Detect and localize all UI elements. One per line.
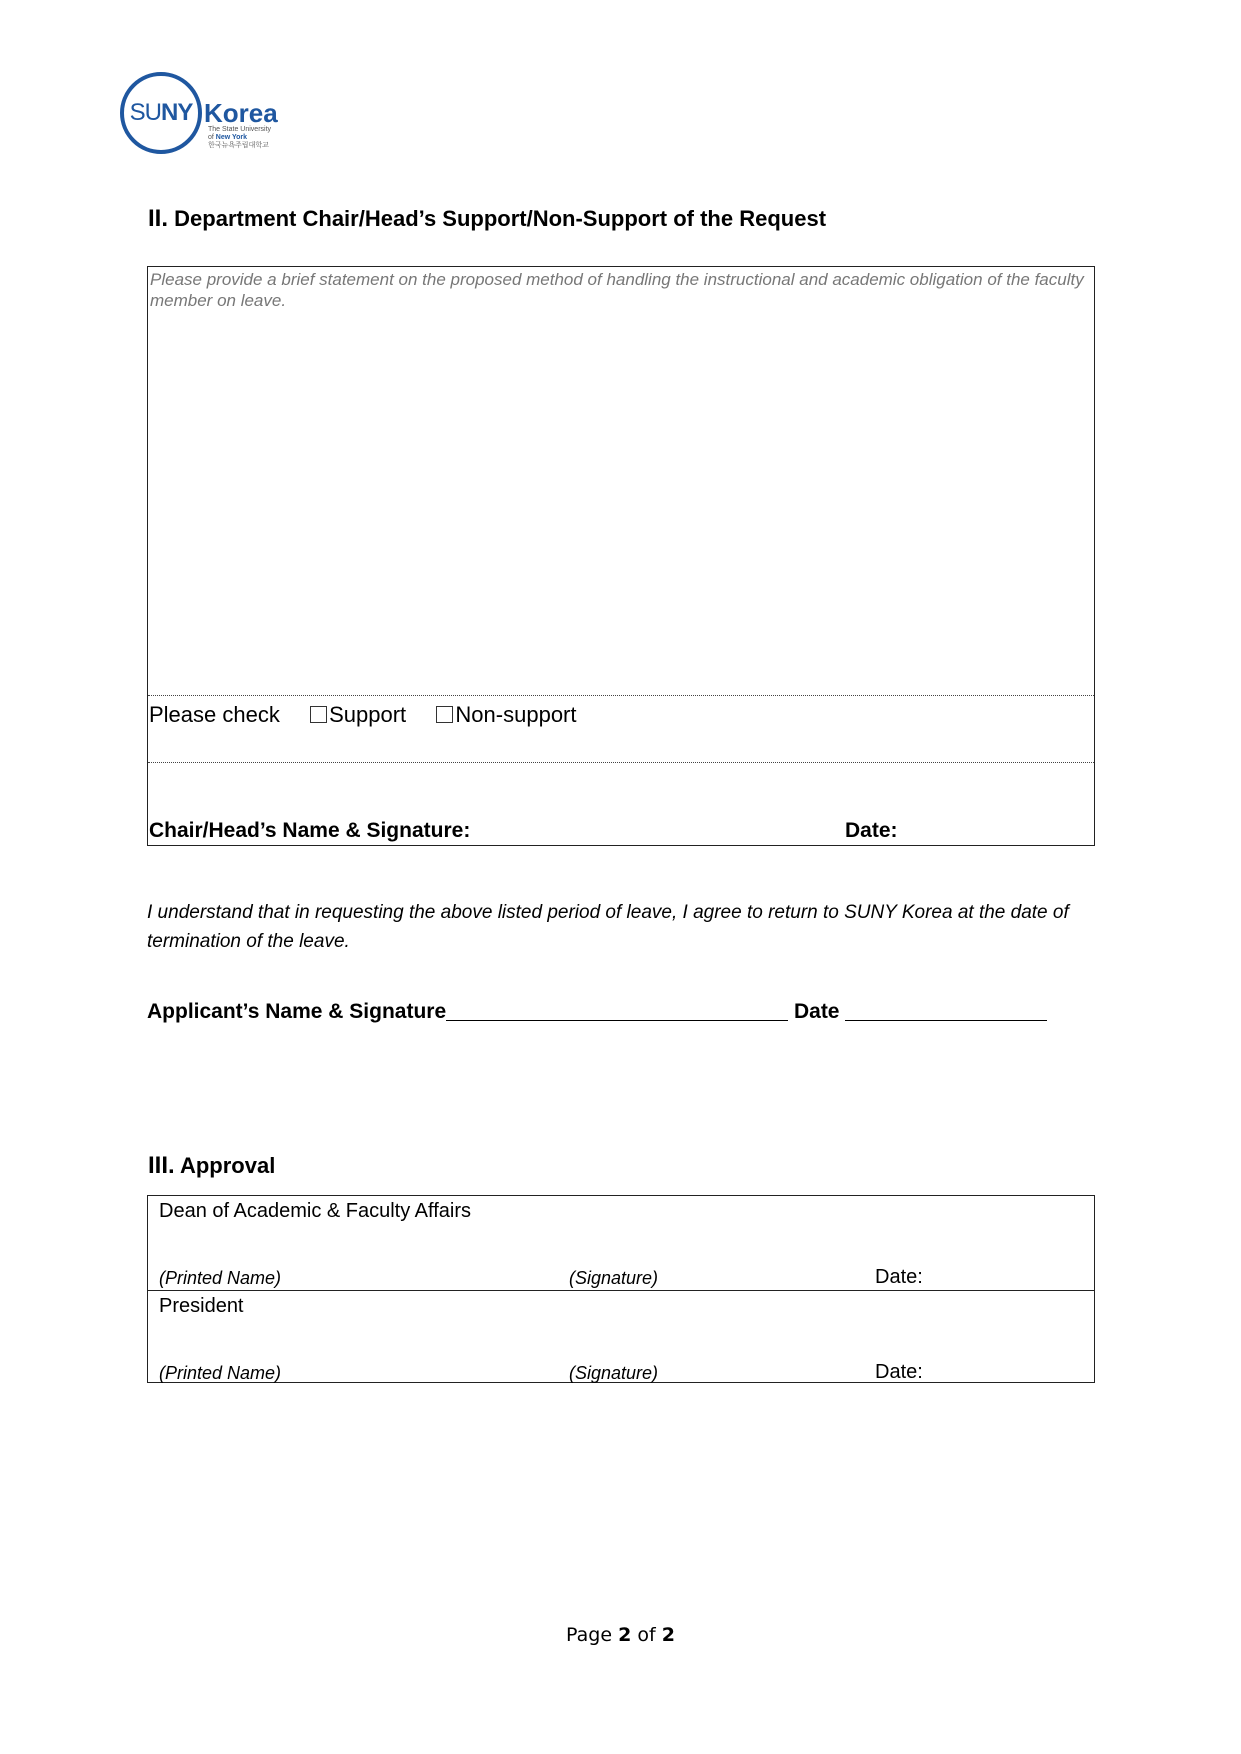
page-word: Page	[566, 1624, 619, 1646]
support-label: Support	[329, 702, 407, 727]
chair-statement-box	[147, 266, 1095, 846]
support-check-row	[149, 702, 577, 728]
checkbox-icon	[310, 706, 327, 723]
please-check-label: Please check	[149, 702, 280, 727]
section3-numeral: III.	[148, 1152, 175, 1179]
divider	[148, 695, 1094, 696]
approval-role: President	[159, 1295, 244, 1317]
leave-agreement-statement: I understand that in requesting the above listed period of leave, I agree to return to SUNY Korea at the date of termination of the leave.	[147, 902, 1069, 952]
date-field[interactable]: Date:	[875, 1361, 923, 1383]
total-pages: 2	[661, 1624, 675, 1646]
approval-row-president	[148, 1290, 1094, 1385]
divider	[148, 762, 1094, 763]
printed-name-field[interactable]: (Printed Name)	[159, 1363, 282, 1383]
logo-subtitle-korean: 한국뉴욕주립대학교	[208, 142, 269, 149]
date-field[interactable]: Date:	[875, 1266, 923, 1288]
non-support-label: Non-support	[455, 702, 577, 727]
section3-title: Approval	[179, 1153, 276, 1178]
logo-subtitle-line1: The State University	[208, 126, 272, 133]
chair-statement-field[interactable]	[150, 269, 1092, 311]
applicant-signature-line[interactable]	[446, 1000, 788, 1021]
logo-subtitle-line2	[208, 134, 298, 142]
logo-korea-text: Korea	[204, 98, 278, 128]
section3-heading	[148, 1152, 275, 1180]
signature-field[interactable]: (Signature)	[569, 1268, 659, 1288]
logo-suny-bold: NY	[161, 99, 193, 126]
signature-field[interactable]: (Signature)	[569, 1363, 659, 1383]
current-page: 2	[618, 1624, 632, 1646]
applicant-signature-row	[147, 1000, 1047, 1024]
support-checkbox[interactable]	[310, 702, 406, 727]
chair-statement-instructions: Please provide a brief statement on the proposed method of handling the instructional and academic obligation of the faculty member on leave.	[150, 270, 1084, 310]
chair-signature-label: Chair/Head’s Name & Signature:	[149, 819, 471, 842]
printed-name-field[interactable]: (Printed Name)	[159, 1268, 282, 1288]
chair-date-label: Date:	[845, 819, 898, 842]
logo-subtitle	[208, 126, 298, 150]
page-footer	[0, 1624, 1241, 1646]
section2-heading	[148, 205, 826, 233]
suny-korea-logo	[120, 72, 290, 162]
approval-row-dean	[148, 1196, 1094, 1290]
logo-subtitle-of: of	[208, 134, 216, 141]
applicant-date-label: Date	[793, 1000, 840, 1023]
approval-role: Dean of Academic & Faculty Affairs	[159, 1200, 472, 1222]
applicant-signature-label: Applicant’s Name & Signature	[147, 1000, 447, 1023]
logo-subtitle-ny: New York	[215, 134, 248, 141]
non-support-checkbox[interactable]	[436, 702, 576, 727]
applicant-date-line[interactable]	[845, 1000, 1047, 1021]
logo-suny-prefix: SU	[129, 99, 161, 126]
approval-table	[147, 1195, 1095, 1383]
logo-suny-text	[124, 99, 198, 127]
checkbox-icon	[436, 706, 453, 723]
of-word: of	[631, 1624, 662, 1646]
section2-title: Department Chair/Head’s Support/Non-Support of the Request	[174, 206, 827, 231]
section2-numeral: II.	[148, 205, 169, 232]
